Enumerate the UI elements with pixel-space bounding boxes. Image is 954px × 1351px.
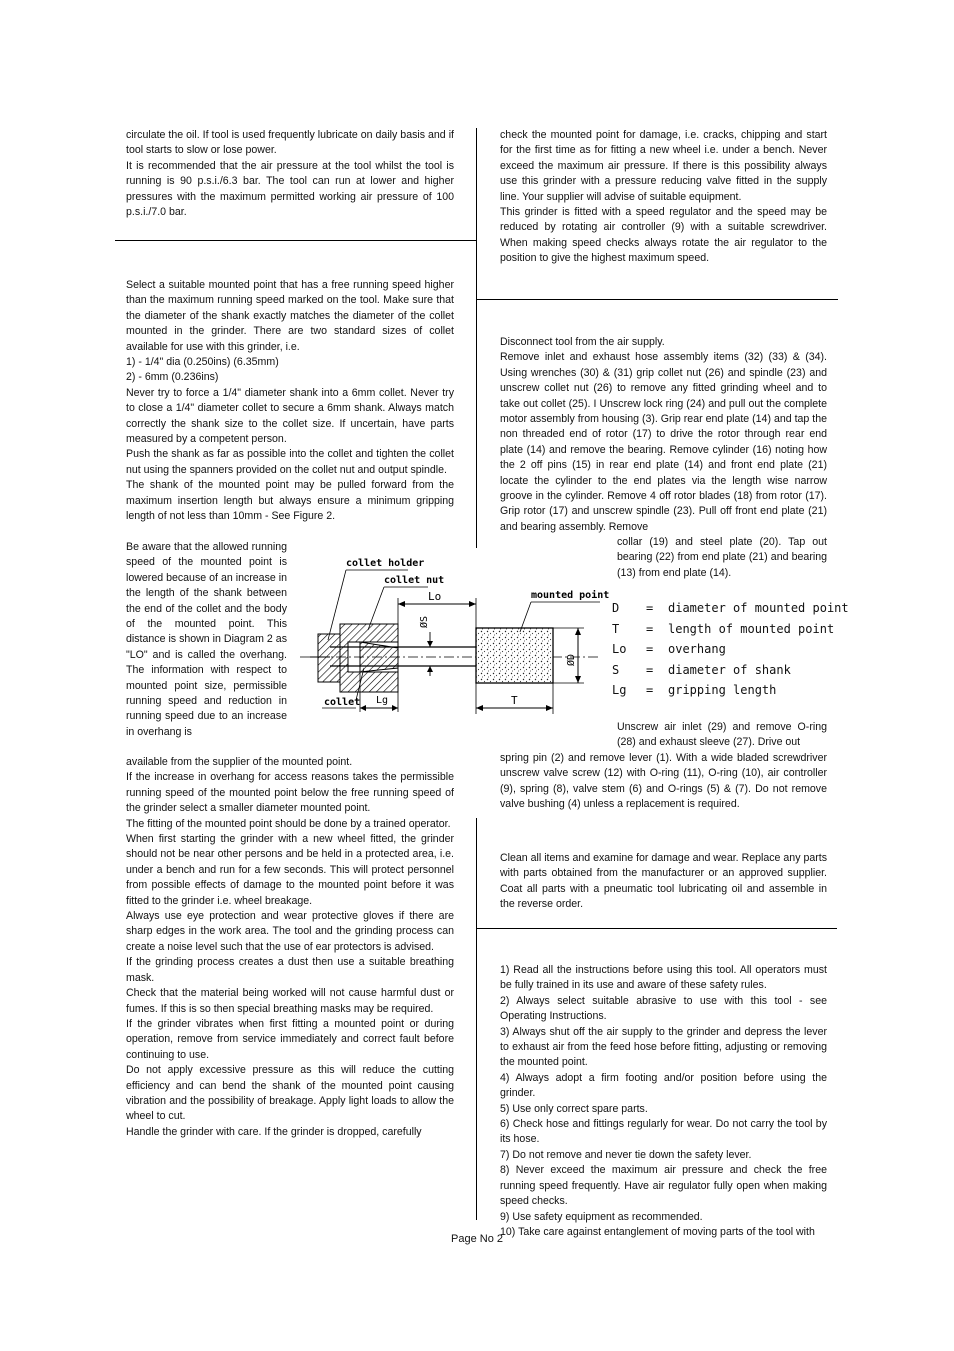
safety-item: 6) Check hose and fittings regularly for wear. Do not carry the tool by its hose. [500, 1118, 827, 1146]
label-collet: collet [324, 697, 361, 708]
legend-row: S = diameter of shank [612, 662, 791, 677]
label-lg: Lg [376, 695, 389, 706]
paragraph: If the grinder vibrates when first fitting a mounted point or during operation, remove from service immediately and correct fault before continuing to use. [126, 1017, 454, 1061]
paragraph: 2) - 6mm (0.236ins) [126, 371, 219, 384]
safety-item: 2) Always select suitable abrasive to use with this tool - see Operating Instructions. [500, 994, 827, 1023]
paragraph: Do not apply excessive pressure as this will reduce the cutting efficiency and can bend the shank of the mounted point causing vibration and the possibility of breakage. Apply light loads to allow the wheel to cut. [126, 1064, 454, 1123]
paragraph: Check that the material being worked will not cause harmful dust or fumes. If this is so then special breathing masks may be required. [126, 987, 454, 1015]
label-t: T [511, 694, 518, 707]
paragraph: collar (19) and steel plate (20). Tap out bearing (22) from end plate (21) and bearing (13) from end plate (14). [617, 536, 827, 579]
mounted-point-wheel [476, 628, 553, 683]
label-collet-holder: collet holder [346, 558, 425, 569]
paragraph: The shank of the mounted point may be pulled forward from the maximum insertion length but always ensure a minimum gripping length of not less than 10mm - See Figure 2. [126, 479, 454, 523]
legend-row: Lg = gripping length [612, 683, 777, 697]
paragraph: Always use eye protection and wear protective gloves if there are sharp edges in the work area. The tool and the grinding process can create a noise level such that the use of ear protectors is advised. [126, 910, 454, 953]
paragraph: circulate the oil. If tool is used frequently lubricate on daily basis and if tool starts to slow or lose power. [126, 129, 454, 157]
label-s: ØS [419, 615, 430, 628]
dimension-s [427, 632, 433, 676]
safety-item: 7) Do not remove and never tie down the safety lever. [500, 1148, 752, 1161]
safety-item: 10) Take care against entanglement of moving parts of the tool with [500, 1225, 815, 1238]
paragraph: It is recommended that the air pressure at the tool whilst the tool is running is 90 p.s.i./6.3 bar. The tool can run at lower and higher pressures with the maximum permitted working air pressure of 100 p.s.i./7.0 bar. [126, 159, 454, 219]
paragraph: Clean all items and examine for damage and wear. Replace any parts with parts obtained from the manufacturer or an approved supplier. Coat all parts with a pneumatic tool lubricating oil and assemble in the reverse order. [500, 852, 827, 911]
paragraph: 1) - 1/4" dia (0.250ins) (6.35mm) [126, 356, 279, 369]
paragraph: Be aware that the allowed running speed of the mounted point is lowered because of an increase in the length of the shank between the end of the collet and the body of the mounted point. This distance is shown in Diagram 2 as "LO" and is called the overhang. The information with respect to mounted point size, permissible running speed and reduction in running speed due to an increase in overhang is [126, 541, 287, 738]
safety-item: 9) Use safety equipment as recommended. [500, 1210, 703, 1223]
legend-row: T = length of mounted point [612, 621, 835, 636]
paragraph: available from the supplier of the mounted point. [126, 756, 353, 768]
paragraph: When first starting the grinder with a new wheel fitted, the grinder should not be near other persons and be held in a protected area, i.e. under a bench and run for a few seconds. This will protect personnel from possible effects of damage to the mounted point before it was fitted to the grinder i.e. wheel breakage. [126, 833, 454, 907]
label-d: ØD [566, 653, 577, 666]
label-lo: Lo [428, 590, 442, 603]
paragraph: spring pin (2) and remove lever (1). With a wide bladed screwdriver unscrew valve screw (12) with O-ring (11), O-ring (10), air controller (9), spring (8), valve stem (6) and O-rings (5) & (7). Do not remove valve bushing (4) unless a replacement is required. [500, 752, 827, 811]
collet-assembly [310, 624, 398, 692]
safety-item: 4) Always adopt a firm footing and/or position before using the grinder. [500, 1071, 827, 1100]
paragraph: check the mounted point for damage, i.e. cracks, chipping and start for the first time as for fitting a new wheel i.e. under a bench. Never exceed the maximum air pressure. If there is this possibility always use this grinder with a pressure reducing valve fitted in the supply line. Your supplier will advise of suitable equipment. [500, 129, 827, 203]
paragraph: Disconnect tool from the air supply. [500, 336, 665, 348]
legend-row: Lo = overhang [612, 642, 726, 656]
safety-item: 3) Always shut off the air supply to the grinder and depress the lever to exhaust air from the feed hose before fitting, adjusting or removing the mounted point. [500, 1025, 827, 1069]
paragraph: If the increase in overhang for access reasons takes the permissible running speed of the mounted point below the free running speed of the grinder select a smaller diameter mounted point. [126, 771, 454, 815]
paragraph: Handle the grinder with care. If the grinder is dropped, carefully [126, 1125, 422, 1138]
paragraph: The fitting of the mounted point should be done by a trained operator. [126, 817, 451, 830]
paragraph: If the grinding process creates a dust then use a suitable breathing mask. [126, 956, 454, 984]
safety-item: 1) Read all the instructions before using this tool. All operators must be fully trained in its use and aware of these safety rules. [500, 964, 827, 992]
paragraph: Push the shank as far as possible into the collet and tighten the collet nut using the spanners provided on the collet nut and output spindle. [126, 448, 454, 476]
paragraph: Never try to force a 1/4" diameter shank into a 6mm collet. Never try to close a 1/4" diameter collet to secure a 6mm shank. Always match correctly the shank size to the collet size. If uncertain, have parts measured by a competent person. [126, 386, 454, 446]
safety-item: 8) Never exceed the maximum air pressure and check the free running speed frequently. Have air regulator fully open when making speed checks. [500, 1164, 827, 1208]
legend-row: D = diameter of mounted point [612, 601, 849, 615]
paragraph: Remove inlet and exhaust hose assembly items (32) (33) & (34). Using wrenches (30) & (31) grip collet nut (26) and spindle (23) and unscrew collet nut (26) to remove any fitted grinding wheel and to take out collet (25). I Unscrew lock ring (24) and pull out the complete motor assembly from housing (3). Grip rear end plate (14) and tap the non threaded end of rotor (17) to drive the rotor through rear end plate (14) and remove the bearing. Remove cylinder (16) noting how the 2 off pins (15) in rear end plate (14) and front end plate (21) locate the cylinder to the end plates via the length wise narrow groove in the cylinder. Remove 4 off rotor blades (18) from rotor (17). Grip rotor (17) and unscrew spindle (23). Pull off front end plate (21) and bearing assembly. Remove [500, 351, 827, 533]
page-number: Page No 2 [451, 1233, 503, 1245]
paragraph: Unscrew air inlet (29) and remove O-ring (28) and exhaust sleeve (27). Drive out [617, 721, 827, 749]
label-mounted-point: mounted point [531, 590, 610, 601]
safety-item: 5) Use only correct spare parts. [500, 1102, 648, 1115]
label-collet-nut: collet nut [384, 575, 445, 586]
paragraph: Select a suitable mounted point that has a free running speed higher than the maximum running speed marked on the tool. Make sure that the diameter of the shank exactly matches the diameter of the collet mounted in the grinder. There are two standard sizes of collet available for use with this grinder, i.e. [126, 279, 454, 353]
paragraph: This grinder is fitted with a speed regulator and the speed may be reduced by rotating air controller (9) with a suitable screwdriver. When making speed checks always rotate the air regulator to the position to give the highest maximum speed. [500, 206, 827, 265]
